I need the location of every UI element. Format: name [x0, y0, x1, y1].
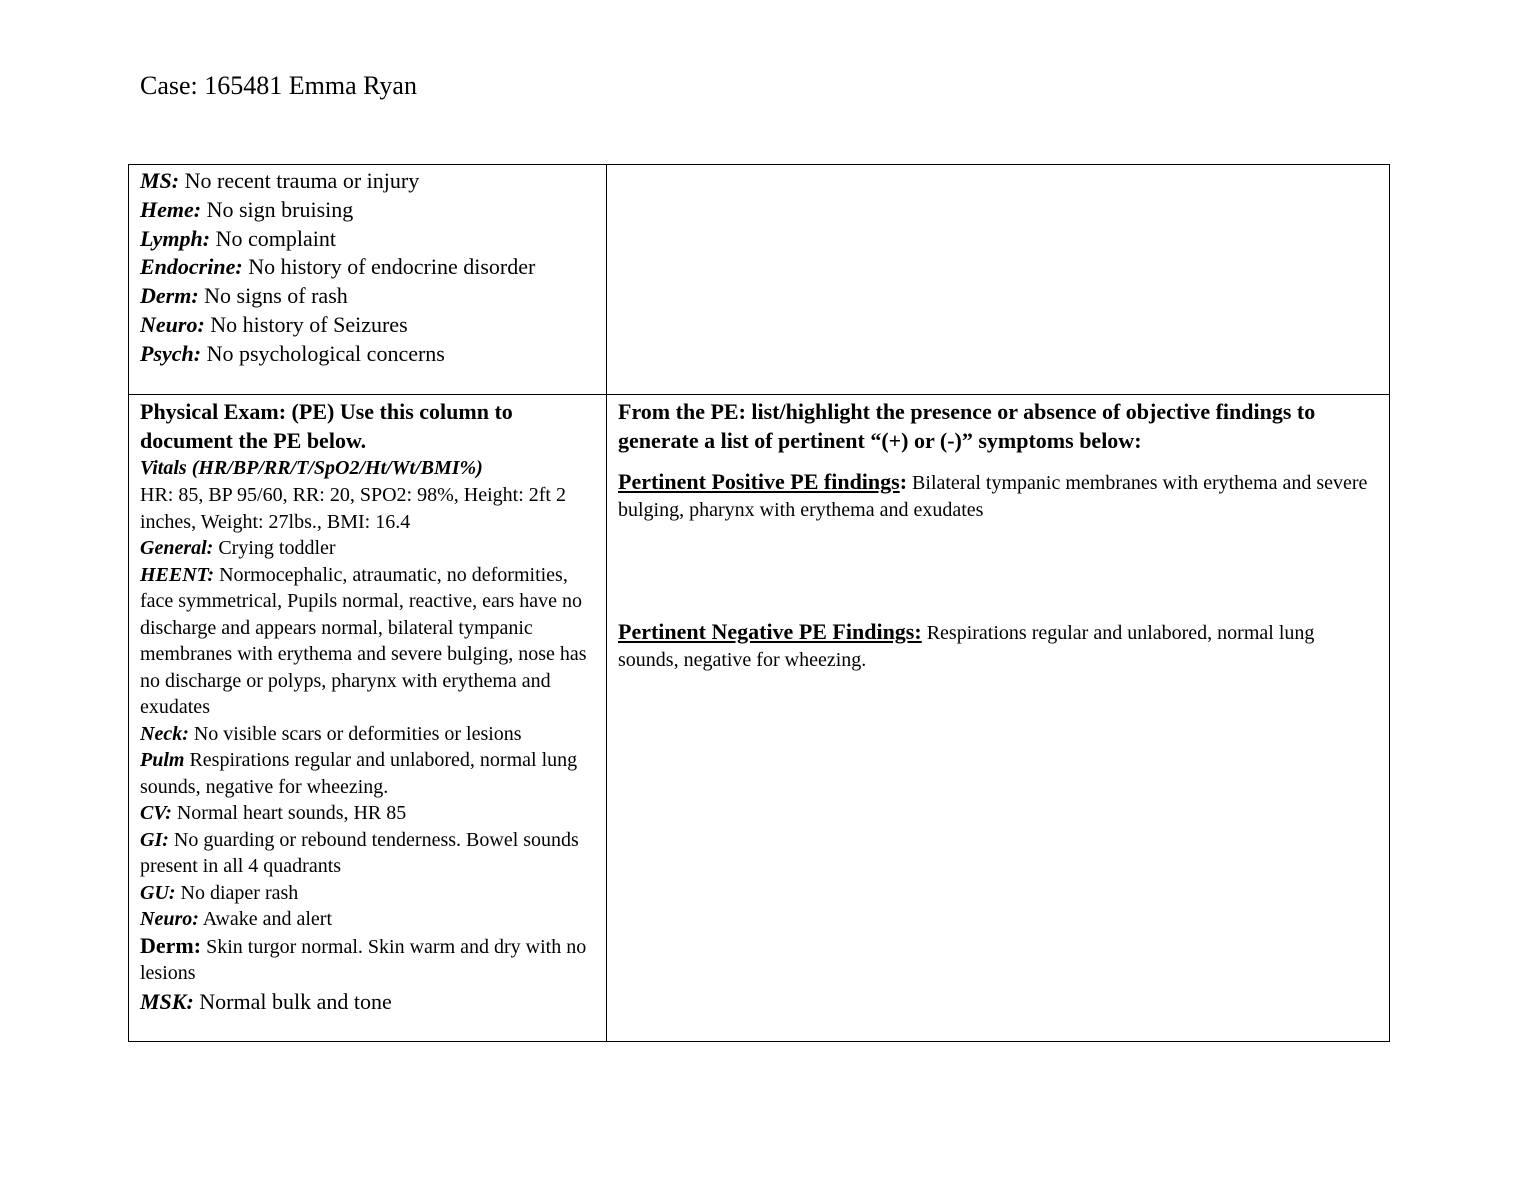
vitals-text: HR: 85, BP 95/60, RR: 20, SPO2: 98%, Height: 2ft 2 inches, Weight: 27lbs., BMI: 16.4	[140, 484, 566, 533]
ros-ms	[140, 167, 595, 196]
ros-row	[129, 165, 1390, 395]
pe-msk	[140, 988, 595, 1016]
pe-derm	[140, 933, 595, 987]
pe-gi	[140, 827, 595, 880]
pe-general-label: General:	[140, 537, 214, 559]
pe-gi-label: GI:	[140, 828, 169, 851]
ros-derm	[140, 282, 595, 311]
pe-header: Physical Exam: (PE) Use this column to document the PE below.	[140, 399, 513, 453]
pe-neuro-label: Neuro:	[140, 908, 199, 930]
pe-cv-label: CV:	[140, 802, 172, 824]
ros-lymph	[140, 225, 595, 254]
pe-neck-label: Neck:	[140, 722, 189, 745]
ros-cell	[129, 165, 607, 395]
ros-endocrine	[140, 253, 595, 282]
ros-derm-text: No signs of rash	[198, 283, 348, 309]
ros-heme-label: Heme:	[140, 196, 202, 222]
pe-derm-text: Skin turgor normal. Skin warm and dry with no lesions	[140, 935, 587, 984]
ros-empty-cell	[607, 165, 1390, 395]
ros-heme	[140, 196, 595, 225]
pe-gu-label: GU:	[140, 881, 176, 904]
pe-gu	[140, 880, 595, 907]
ros-endocrine-label: Endocrine:	[140, 254, 243, 280]
ros-ms-text: No recent trauma or injury	[179, 168, 420, 193]
ros-neuro-label: Neuro:	[140, 311, 205, 337]
pe-pulm-text: Respirations regular and unlabored, normal lung sounds, negative for wheezing.	[140, 749, 578, 798]
ros-lymph-label: Lymph:	[140, 225, 211, 251]
ros-psych	[140, 340, 595, 369]
pertinent-negative	[618, 619, 1378, 673]
ros-neuro-text: No history of Seizures	[204, 311, 408, 337]
pe-pulm	[140, 747, 595, 800]
pertinent-negative-label: Pertinent Negative PE Findings:	[618, 619, 922, 644]
ros-psych-label: Psych:	[140, 340, 202, 366]
pe-cell	[129, 395, 607, 1042]
pe-neuro-text: Awake and alert	[198, 908, 332, 930]
ros-ms-label: MS:	[140, 168, 180, 193]
pertinent-positive-colon: :	[899, 469, 908, 494]
pe-msk-label: MSK:	[140, 988, 194, 1014]
ros-lymph-text: No complaint	[210, 225, 336, 251]
findings-header: From the PE: list/highlight the presence or absence of objective findings to generate a list of pertinent “(+) or (-)” symptoms below:	[618, 399, 1316, 453]
pe-neck-text: No visible scars or deformities or lesions	[188, 722, 522, 745]
pe-pulm-label: Pulm	[140, 749, 185, 771]
page-title: Case: 165481 Emma Ryan	[140, 71, 417, 100]
pe-gi-text: No guarding or rebound tenderness. Bowel sounds present in all 4 quadrants	[140, 828, 579, 877]
pe-row	[129, 395, 1390, 1042]
pe-derm-label: Derm:	[140, 932, 202, 958]
pe-general-text: Crying toddler	[213, 537, 336, 559]
pe-cv-text: Normal heart sounds, HR 85	[171, 802, 407, 824]
pe-gu-text: No diaper rash	[175, 881, 299, 904]
pe-cv	[140, 800, 595, 827]
ros-neuro	[140, 311, 595, 340]
ros-psych-text: No psychological concerns	[201, 340, 445, 366]
pe-neuro	[140, 906, 595, 933]
vitals-label: Vitals (HR/BP/RR/T/SpO2/Ht/Wt/BMI%)	[140, 457, 483, 479]
pertinent-positive-text: Bilateral tympanic membranes with erythema and severe bulging, pharynx with erythema and exudates	[618, 472, 1368, 521]
pertinent-negative-text: Respirations regular and unlabored, normal lung sounds, negative for wheezing.	[618, 622, 1315, 671]
pe-heent	[140, 562, 595, 721]
findings-cell	[607, 395, 1390, 1042]
pertinent-positive	[618, 469, 1378, 523]
pertinent-positive-label: Pertinent Positive PE findings	[618, 469, 900, 494]
ros-derm-label: Derm:	[140, 283, 199, 309]
ros-endocrine-text: No history of endocrine disorder	[242, 254, 536, 280]
pe-general	[140, 535, 595, 562]
ros-heme-text: No sign bruising	[201, 196, 354, 222]
pe-heent-label: HEENT:	[140, 563, 215, 586]
pe-msk-text: Normal bulk and tone	[193, 988, 392, 1014]
case-table	[128, 164, 1390, 1042]
pe-neck	[140, 721, 595, 748]
pe-heent-text: Normocephalic, atraumatic, no deformities, face symmetrical, Pupils normal, reactive, ears have no discharge and appears normal, bilateral tympanic membranes with erythema and severe bulging, nose has no discharge or polyps, pharynx with erythema and exudates	[140, 563, 587, 718]
